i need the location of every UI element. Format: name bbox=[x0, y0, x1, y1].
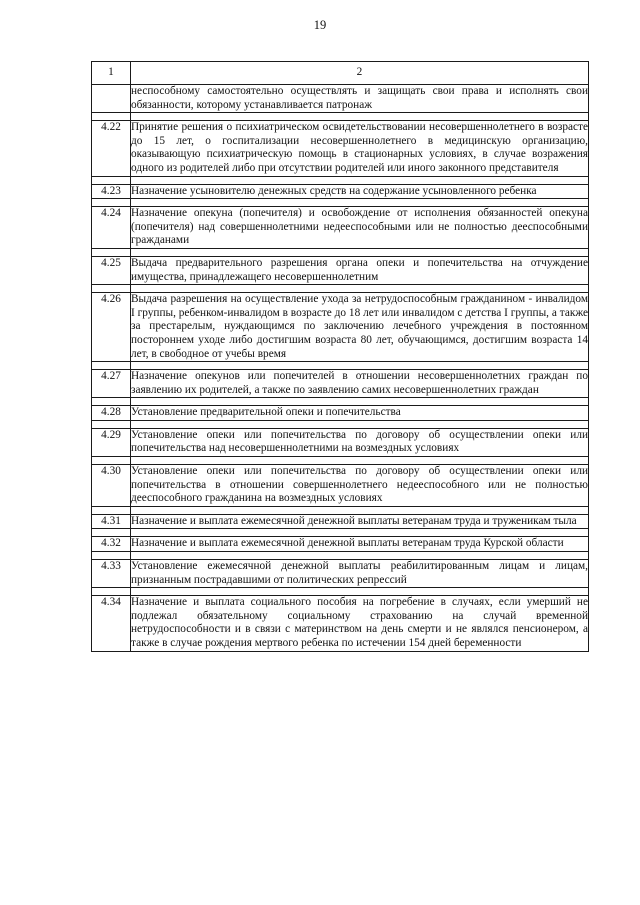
row-separator bbox=[92, 420, 589, 428]
row-separator bbox=[92, 588, 589, 596]
separator-cell bbox=[92, 588, 131, 596]
separator-cell bbox=[92, 362, 131, 370]
separator-cell bbox=[131, 362, 589, 370]
row-text: Назначение усыновителю денежных средств на содержание усыновленного ребенка bbox=[131, 184, 537, 197]
row-text-cell bbox=[131, 596, 589, 651]
row-separator bbox=[92, 248, 589, 256]
separator-cell bbox=[131, 398, 589, 406]
row-text-cell bbox=[131, 514, 589, 529]
row-text: Выдача предварительного разрешения органа опеки и попечительства на отчуждение имущества, принадлежащего несовершеннолетним bbox=[131, 256, 588, 283]
row-number-cell: 4.27 bbox=[92, 370, 131, 398]
row-text-cell bbox=[131, 428, 589, 456]
separator-cell bbox=[131, 420, 589, 428]
row-text-cell bbox=[131, 293, 589, 362]
separator-cell bbox=[92, 176, 131, 184]
table-row bbox=[92, 293, 589, 362]
row-text-cell bbox=[131, 560, 589, 588]
table-row bbox=[92, 560, 589, 588]
row-text: Назначение и выплата ежемесячной денежной выплаты ветеранам труда и труженикам тыла bbox=[131, 514, 577, 527]
row-number-cell bbox=[92, 85, 131, 113]
separator-cell bbox=[92, 285, 131, 293]
row-text-cell bbox=[131, 121, 589, 176]
row-text-cell bbox=[131, 370, 589, 398]
row-text-cell bbox=[131, 184, 589, 199]
row-text: Установление ежемесячной денежной выплаты реабилитированным лицам и лицам, признанным пострадавшими от политических репрессий bbox=[131, 560, 588, 586]
table-row bbox=[92, 428, 589, 456]
row-number-cell: 4.30 bbox=[92, 465, 131, 507]
separator-cell bbox=[131, 506, 589, 514]
row-separator bbox=[92, 362, 589, 370]
table-row bbox=[92, 537, 589, 552]
separator-cell bbox=[131, 588, 589, 596]
table-row bbox=[92, 121, 589, 176]
row-text-cell bbox=[131, 537, 589, 552]
table-row bbox=[92, 370, 589, 398]
table-row bbox=[92, 596, 589, 651]
row-text-cell bbox=[131, 85, 589, 113]
table-row bbox=[92, 184, 589, 199]
row-number-cell: 4.29 bbox=[92, 428, 131, 456]
separator-cell bbox=[131, 529, 589, 537]
header-cell-number: 1 bbox=[92, 62, 131, 85]
row-separator bbox=[92, 285, 589, 293]
row-text-cell bbox=[131, 256, 589, 284]
separator-cell bbox=[92, 199, 131, 207]
row-separator bbox=[92, 176, 589, 184]
row-text: Установление опеки или попечительства по договору об осуществлении опеки или попечительства над несовершеннолетними на возмездных условиях bbox=[131, 428, 588, 455]
row-text: неспособному самостоятельно осуществлять и защищать свои права и исполнять свои обязанности, которому устанавливается патронаж bbox=[131, 85, 588, 111]
separator-cell bbox=[131, 285, 589, 293]
row-text: Установление опеки или попечительства по договору об осуществлении опеки или попечительства в отношении совершеннолетнего недееспособного или не полностью дееспособного гражданина на возмездных условиях bbox=[131, 465, 588, 505]
row-text: Назначение опекуна (попечителя) и освобождение от исполнения обязанностей опекуна (попечителя) над совершеннолетними недееспособными или не полностью дееспособными гражданами bbox=[131, 207, 588, 247]
page-number: 19 bbox=[313, 18, 327, 32]
row-number-cell: 4.33 bbox=[92, 560, 131, 588]
header-cell-description: 2 bbox=[131, 62, 589, 85]
separator-cell bbox=[92, 420, 131, 428]
row-text: Принятие решения о психиатрическом освидетельствовании несовершеннолетнего в возрасте до 15 лет, о госпитализации несовершеннолетнего в медицинскую организацию, оказывающую психиатрическую помощь в стационарных условиях, в случае возражения одного из родителей либо при отсутствии родителей или иного законного представителя bbox=[131, 121, 588, 174]
separator-cell bbox=[92, 552, 131, 560]
separator-cell bbox=[131, 457, 589, 465]
row-number-cell: 4.23 bbox=[92, 184, 131, 199]
services-table bbox=[91, 61, 589, 652]
separator-cell bbox=[92, 398, 131, 406]
row-number-cell: 4.26 bbox=[92, 293, 131, 362]
table-row bbox=[92, 207, 589, 249]
table-row bbox=[92, 256, 589, 284]
row-text-cell bbox=[131, 465, 589, 507]
table-header-row bbox=[92, 62, 589, 85]
row-number-cell: 4.25 bbox=[92, 256, 131, 284]
row-separator bbox=[92, 552, 589, 560]
separator-cell bbox=[92, 113, 131, 121]
table-row-continuation bbox=[92, 85, 589, 113]
separator-cell bbox=[92, 506, 131, 514]
row-separator bbox=[92, 199, 589, 207]
row-number-cell: 4.28 bbox=[92, 406, 131, 421]
row-separator bbox=[92, 506, 589, 514]
row-text: Назначение и выплата социального пособия на погребение в случаях, если умерший не подлежал обязательному социальному страхованию на случай временной нетрудоспособности и в связи с материнством на день смерти и не являлся пенсионером, а также в случае рождения мертвого ребенка по истечении 154 дней беременности bbox=[131, 596, 588, 649]
row-separator bbox=[92, 529, 589, 537]
row-number-cell: 4.32 bbox=[92, 537, 131, 552]
separator-cell bbox=[131, 199, 589, 207]
row-separator bbox=[92, 457, 589, 465]
row-text: Назначение опекунов или попечителей в отношении несовершеннолетних граждан по заявлению их родителей, а также по заявлению самих несовершеннолетних граждан bbox=[131, 370, 588, 396]
row-number-cell: 4.22 bbox=[92, 121, 131, 176]
row-text: Назначение и выплата ежемесячной денежной выплаты ветеранам труда Курской области bbox=[131, 537, 564, 550]
row-number-cell: 4.34 bbox=[92, 596, 131, 651]
row-number-cell: 4.24 bbox=[92, 207, 131, 249]
separator-cell bbox=[92, 248, 131, 256]
separator-cell bbox=[131, 176, 589, 184]
table-row bbox=[92, 406, 589, 421]
row-separator bbox=[92, 113, 589, 121]
table-row bbox=[92, 465, 589, 507]
row-text: Выдача разрешения на осуществление ухода за нетрудоспособным гражданином - инвалидом I группы, ребенком-инвалидом в возрасте до 18 лет или инвалидом с детства I группы, а также за престарелым, нуждающимся по заключению лечебного учреждения в постоянном постороннем уходе либо достигшим возраста 80 лет, обучающимся, достигшим возраста 14 лет, в свободное от учебы время bbox=[131, 293, 588, 360]
separator-cell bbox=[92, 529, 131, 537]
row-text: Установление предварительной опеки и попечительства bbox=[131, 406, 401, 419]
separator-cell bbox=[92, 457, 131, 465]
table-row bbox=[92, 514, 589, 529]
separator-cell bbox=[131, 113, 589, 121]
row-text-cell bbox=[131, 406, 589, 421]
separator-cell bbox=[131, 248, 589, 256]
separator-cell bbox=[131, 552, 589, 560]
row-number-cell: 4.31 bbox=[92, 514, 131, 529]
row-text-cell bbox=[131, 207, 589, 249]
row-separator bbox=[92, 398, 589, 406]
